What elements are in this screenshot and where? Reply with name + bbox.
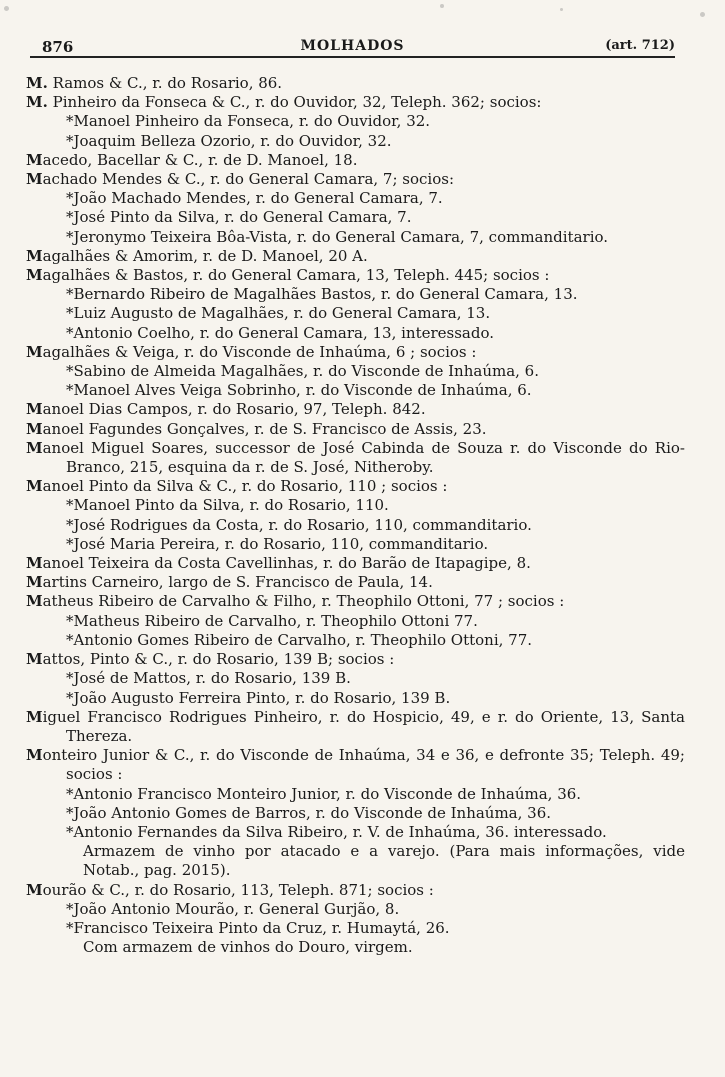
entry-text: anoel Teixeira da Costa Cavellinhas, r. do Barão de Itapagipe, 8. (42, 554, 531, 573)
entry-text: onteiro Junior & C., r. do Visconde de Inhaúma, 34 e 36, e defronte 35; Teleph. 49; socios : (42, 746, 685, 784)
firm-entry (26, 343, 685, 362)
section-title: MOLHADOS (300, 38, 405, 54)
partner-entry: *Manoel Alves Veiga Sobrinho, r. do Visconde de Inhaúma, 6. (66, 381, 532, 400)
partner-entry: *João Antonio Mourão, r. General Gurjão, 8. (66, 899, 400, 918)
entry-initial: M (26, 554, 43, 573)
firm-entry (26, 554, 685, 573)
partner-entry: *José Maria Pereira, r. do Rosario, 110, commanditario. (66, 534, 489, 553)
partner-entry: *Antonio Fernandes da Silva Ribeiro, r. V. de Inhaúma, 36. interessado. (66, 822, 607, 841)
partner-entry: *Manoel Pinto da Silva, r. do Rosario, 110. (66, 496, 389, 515)
partner-entry: *Luiz Augusto de Magalhães, r. do General Camara, 13. (66, 304, 491, 323)
entry-text: acedo, Bacellar & C., r. de D. Manoel, 18. (42, 150, 358, 169)
firm-entry (26, 573, 685, 592)
firm-entry (26, 420, 685, 439)
partner-entry: *Antonio Gomes Ribeiro de Carvalho, r. Theophilo Ottoni, 77. (66, 630, 533, 649)
partner-entry: *João Machado Mendes, r. do General Camara, 7. (66, 189, 443, 208)
partner-entry: *Manoel Pinheiro da Fonseca, r. do Ouvidor, 32. (66, 112, 431, 131)
firm-entry (26, 74, 685, 93)
partner-entry: *João Augusto Ferreira Pinto, r. do Rosario, 139 B. (66, 688, 451, 707)
entry-initial: M (26, 400, 43, 419)
entry-text: attos, Pinto & C., r. do Rosario, 139 B; socios : (42, 650, 395, 669)
entry-initial: M (26, 477, 43, 496)
partner-entry: *João Antonio Gomes de Barros, r. do Visconde de Inhaúma, 36. (66, 803, 552, 822)
entry-initial: M (26, 650, 43, 669)
entry-initial: M (26, 746, 43, 765)
entry-initial: M (26, 150, 43, 169)
entry-text: Ramos & C., r. do Rosario, 86. (47, 74, 283, 92)
directory-listing (26, 74, 685, 957)
partner-entry: *Sabino de Almeida Magalhães, r. do Visconde de Inhaúma, 6. (66, 362, 539, 381)
entry-initial: M. (26, 93, 48, 112)
running-header (30, 30, 675, 58)
firm-entry (26, 400, 685, 419)
entry-initial: M (26, 266, 43, 285)
entry-text: ourão & C., r. do Rosario, 113, Teleph. 871; socios : (42, 880, 434, 899)
entry-text: Pinheiro da Fonseca & C., r. do Ouvidor, 32, Teleph. 362; socios: (47, 93, 542, 112)
entry-initial: M (26, 592, 43, 611)
article-reference: (art. 712) (605, 38, 675, 53)
entry-initial: M (26, 573, 43, 592)
page-number: 876 (42, 38, 74, 56)
entry-text: anoel Fagundes Gonçalves, r. de S. Francisco de Assis, 23. (42, 419, 487, 438)
entry-text: anoel Pinto da Silva & C., r. do Rosario, 110 ; socios : (42, 477, 448, 496)
firm-entry (26, 247, 685, 266)
entry-initial: M (26, 438, 43, 457)
firm-entry (26, 881, 685, 900)
partner-entry: *Francisco Teixeira Pinto da Cruz, r. Humaytá, 26. (66, 918, 450, 937)
firm-entry (26, 266, 685, 285)
entry-initial: M (26, 342, 43, 361)
partner-entry: *Antonio Coelho, r. do General Camara, 13, interessado. (66, 323, 494, 342)
firm-entry (26, 746, 685, 784)
firm-entry (26, 151, 685, 170)
entry-text: anoel Dias Campos, r. do Rosario, 97, Teleph. 842. (42, 400, 426, 419)
partner-entry: *Joaquim Belleza Ozorio, r. do Ouvidor, 32. (66, 131, 392, 150)
entry-initial: M (26, 880, 43, 899)
print-speck (560, 8, 563, 11)
entry-initial: M (26, 170, 43, 189)
entry-text: iguel Francisco Rodrigues Pinheiro, r. do Hospicio, 49, e r. do Oriente, 13, Santa Thereza. (42, 707, 685, 745)
entry-text: artins Carneiro, largo de S. Francisco de Paula, 14. (42, 573, 433, 592)
entry-initial: M (26, 246, 43, 265)
partner-entry: *Bernardo Ribeiro de Magalhães Bastos, r. do General Camara, 13. (66, 285, 578, 304)
entry-note: Com armazem de vinhos do Douro, virgem. (83, 938, 413, 957)
print-speck (4, 6, 9, 11)
entry-initial: M (26, 707, 43, 726)
print-speck (440, 4, 444, 8)
entry-initial: M. (26, 74, 48, 92)
partner-entry: *José Pinto da Silva, r. do General Camara, 7. (66, 208, 412, 227)
firm-entry (26, 650, 685, 669)
partner-entry: *Antonio Francisco Monteiro Junior, r. do Visconde de Inhaúma, 36. (66, 784, 582, 803)
entry-text: achado Mendes & C., r. do General Camara, 7; socios: (42, 170, 455, 189)
entry-initial: M (26, 419, 43, 438)
partner-entry: *José Rodrigues da Costa, r. do Rosario, 110, commanditario. (66, 515, 532, 534)
partner-entry: *José de Mattos, r. do Rosario, 139 B. (66, 669, 351, 688)
firm-entry (26, 170, 685, 189)
firm-entry (26, 708, 685, 746)
partner-entry: *Jeronymo Teixeira Bôa-Vista, r. do General Camara, 7, commanditario. (66, 227, 609, 246)
entry-note: Armazem de vinho por atacado e a varejo. (Para mais informações, vide Notab., pag. 2015). (83, 842, 685, 880)
firm-entry (26, 477, 685, 496)
partner-entry: *Matheus Ribeiro de Carvalho, r. Theophilo Ottoni 77. (66, 611, 478, 630)
entry-text: atheus Ribeiro de Carvalho & Filho, r. Theophilo Ottoni, 77 ; socios : (42, 592, 565, 611)
entry-text: anoel Miguel Soares, successor de José Cabinda de Souza r. do Visconde do Rio-Branco, 215, esquina da r. de S. José, Nitheroby. (42, 438, 685, 477)
print-speck (700, 12, 705, 17)
firm-entry (26, 592, 685, 611)
entry-text: agalhães & Amorim, r. de D. Manoel, 20 A. (42, 246, 368, 265)
firm-entry (26, 439, 685, 477)
entry-text: agalhães & Veiga, r. do Visconde de Inhaúma, 6 ; socios : (42, 342, 477, 361)
firm-entry (26, 93, 685, 112)
entry-text: agalhães & Bastos, r. do General Camara, 13, Teleph. 445; socios : (42, 266, 550, 285)
